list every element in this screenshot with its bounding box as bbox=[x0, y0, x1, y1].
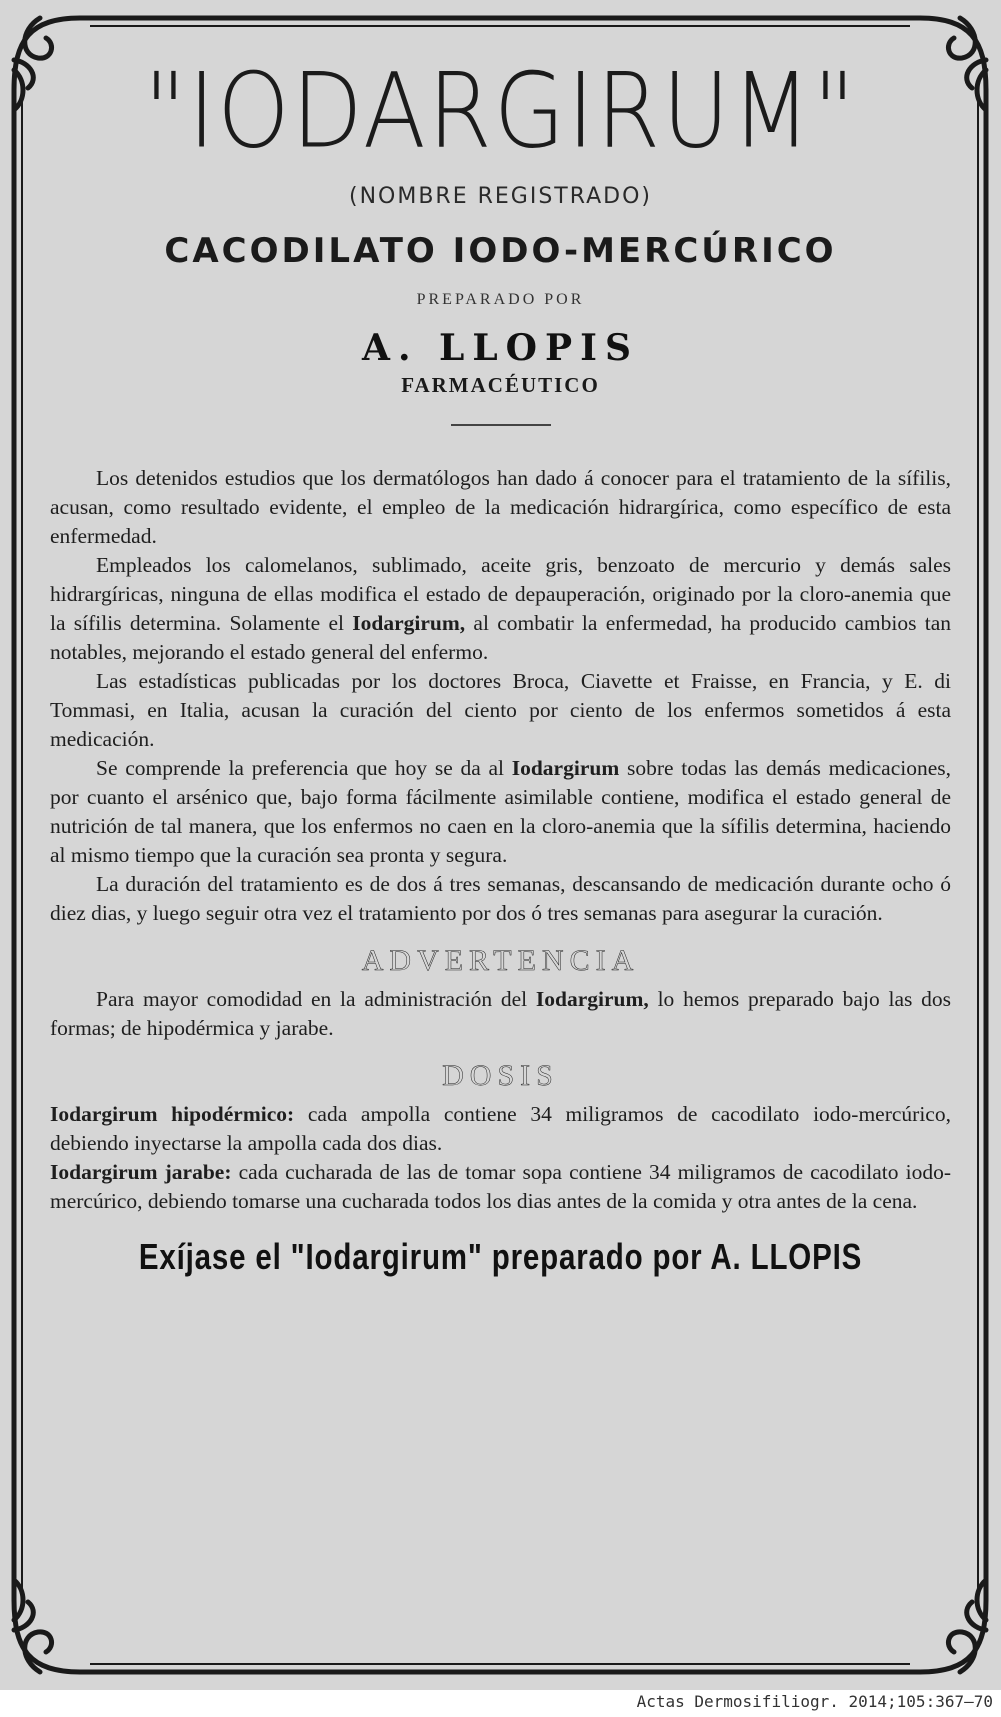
ad-content bbox=[44, 51, 957, 1278]
product-mention: Iodargirum, bbox=[535, 987, 649, 1011]
product-mention: Iodargirum bbox=[511, 756, 620, 780]
dosis-item-jarabe: Iodargirum jarabe: cada cucharada de las de tomar sopa contiene 34 miligramos de cacodilato iodo-mercúrico, debiendo tomarse una cucharada todos los dias antes de la comida y otra antes de la cena. bbox=[50, 1160, 951, 1213]
paragraph-3: Las estadísticas publicadas por los doctores Broca, Ciavette et Fraisse, en Francia, y E. di Tommasi, en Italia, acusan la curación del ciento por ciento de los enfermos sometidos á esta medicación. bbox=[50, 669, 951, 751]
dosis-text bbox=[50, 1100, 951, 1216]
paragraph-5: La duración del tratamiento es de dos á tres semanas, descansando de medicación durante ocho ó diez dias, y luego seguir otra vez el tratamiento por dos ó tres semanas para asegurar la curación. bbox=[50, 872, 951, 925]
advertencia-heading: ADVERTENCIA bbox=[361, 944, 640, 977]
journal-citation: Actas Dermosifiliogr. 2014;105:367–70 bbox=[636, 1692, 993, 1711]
footer-slogan: Exíjase el "Iodargirum" preparado por A. LLOPIS bbox=[138, 1236, 863, 1277]
paragraph-1: Los detenidos estudios que los dermatólogos han dado á conocer para el tratamiento de la sífilis, acusan, como resultado evidente, el empleo de la medicación hidrargírica, como específico de esta enfermedad. bbox=[50, 466, 951, 548]
product-subtitle: CACODILATO IODO-MERCÚRICO bbox=[164, 231, 837, 271]
dosis-heading: DOSIS bbox=[442, 1059, 559, 1092]
paragraph-4: Se comprende la preferencia que hoy se da al Iodargirum sobre todas las demás medicaciones, por cuanto el arsénico que, bajo forma fácilmente asimilable contiene, modifica el estado general de nutrición de tal manera, que los enfermos no caen en la cloro-anemia que la sífilis determina, haciendo al mismo tiempo que la curación sea pronta y segura. bbox=[50, 756, 951, 867]
paragraph-2: Empleados los calomelanos, sublimado, aceite gris, benzoato de mercurio y demás sales hidrargíricas, ninguna de ellas modifica el estado de depauperación, originado por la cloro-anemia que la sífilis determina. Solamente el Iodargirum, al combatir la enfermedad, ha producido cambios tan notables, mejorando el estado general del enfermo. bbox=[50, 553, 951, 664]
author-role: FARMACÉUTICO bbox=[401, 373, 600, 397]
product-mention: Iodargirum, bbox=[352, 611, 466, 635]
advertencia-text: Para mayor comodidad en la administración del Iodargirum, lo hemos preparado bajo las dos formas; de hipodérmica y jarabe. bbox=[50, 987, 951, 1040]
author-name: A. LLOPIS bbox=[362, 327, 639, 369]
divider bbox=[451, 424, 551, 426]
dosis-item-hipodermico: Iodargirum hipodérmico: cada ampolla contiene 34 miligramos de cacodilato iodo-mercúrico, debiendo inyectarse la ampolla cada dos dias. bbox=[50, 1102, 951, 1155]
prepared-by-label: PREPARADO POR bbox=[416, 291, 585, 308]
product-title: "IODARGIRUM" bbox=[143, 51, 858, 172]
body-text bbox=[44, 464, 957, 1216]
registered-name-note: (NOMBRE REGISTRADO) bbox=[348, 184, 653, 209]
